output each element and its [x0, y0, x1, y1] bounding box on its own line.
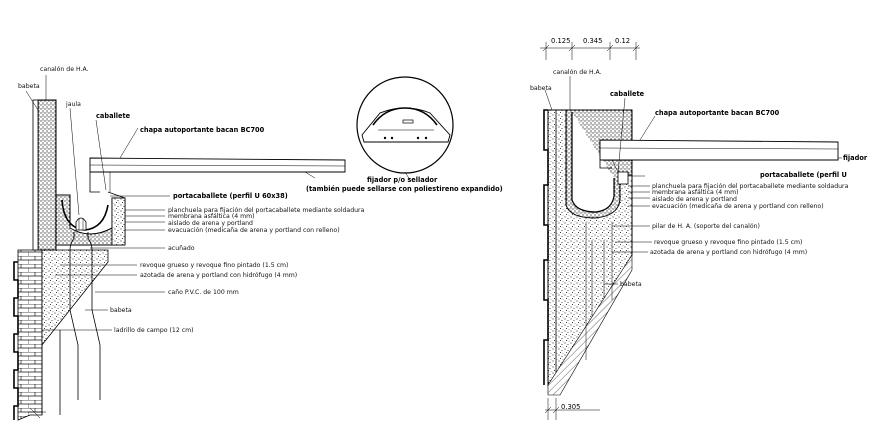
label-babeta-top-left: babeta	[18, 83, 40, 90]
label-portacaballete-left: portacaballete (perfil U 60x38)	[173, 192, 288, 200]
label-pilar: pilar de H. A. (soporte del canalón)	[652, 223, 760, 230]
label-planchuela-right: planchuela para fijación del portacaballete mediante soldadura	[652, 183, 849, 190]
label-babeta-bottom-right: babeta	[620, 281, 642, 288]
jaula-icon	[76, 218, 86, 230]
label-ladrillo: ladrillo de campo (12 cm)	[114, 327, 194, 334]
dim-0345: 0.345	[583, 37, 603, 45]
label-canalon-right: canalón de H.A.	[553, 69, 602, 76]
label-azotada-left: azotada de arena y portland con hidrófugo (4 mm)	[140, 272, 298, 279]
label-aislado-left: aislado de arena y portland	[168, 220, 253, 227]
left-gutter-wall	[38, 100, 56, 250]
right-bottom-dimension	[545, 398, 600, 420]
label-chapa-right: chapa autoportante bacan BC700	[655, 109, 780, 117]
label-cano: caño P.V.C. de 100 mm	[168, 289, 239, 296]
label-chapa-left: chapa autoportante bacan BC700	[140, 126, 265, 134]
label-aislado-right: aislado de arena y portland	[652, 196, 737, 203]
label-revoque-left: revoque grueso y revoque fino pintado (1.5 cm)	[140, 262, 289, 269]
circle-detail	[357, 77, 453, 180]
right-top-dimensions	[540, 37, 640, 60]
label-fijador-left: fijador p/o sellador	[367, 176, 438, 184]
dim-0305: 0.305	[561, 403, 581, 411]
right-detail	[530, 37, 868, 420]
label-evacuacion-left: evacuación (medicaña de arena y portland con relleno)	[168, 227, 340, 234]
label-membrana-left: membrana asfáltica (4 mm)	[168, 213, 255, 220]
label-portacaballete-right: portacaballete (perfil U	[760, 171, 847, 179]
dim-0125: 0.125	[551, 37, 571, 45]
dim-012: 0.12	[615, 37, 631, 45]
label-babeta-top-right: babeta	[530, 85, 552, 92]
label-babeta-bottom-left: babeta	[110, 307, 132, 314]
label-canalon-left: canalón de H.A.	[40, 66, 89, 73]
label-caballete-right: caballete	[610, 90, 645, 98]
left-detail	[14, 65, 503, 420]
label-caballete-left: caballete	[96, 112, 131, 120]
label-planchuela-left: planchuela para fijación del portacaballete mediante soldadura	[168, 207, 365, 214]
label-fijador-right: fijador	[843, 154, 868, 162]
label-fijador-note: (también puede sellarse con poliestireno expandido)	[306, 185, 503, 193]
label-jaula: jaula	[66, 101, 81, 108]
label-revoque-right: revoque grueso y revoque fino pintado (1.5 cm)	[654, 239, 803, 246]
label-membrana-right: membrana asfáltica (4 mm)	[652, 189, 739, 196]
label-acunado: acuñado	[168, 245, 195, 252]
right-roof-sheet	[600, 140, 838, 160]
left-brick-wall	[18, 250, 42, 420]
label-evacuacion-right: evacuación (medicaña de arena y portland con relleno)	[652, 203, 824, 210]
label-azotada-right: azotada de arena y portland con hidrófugo (4 mm)	[650, 249, 808, 256]
